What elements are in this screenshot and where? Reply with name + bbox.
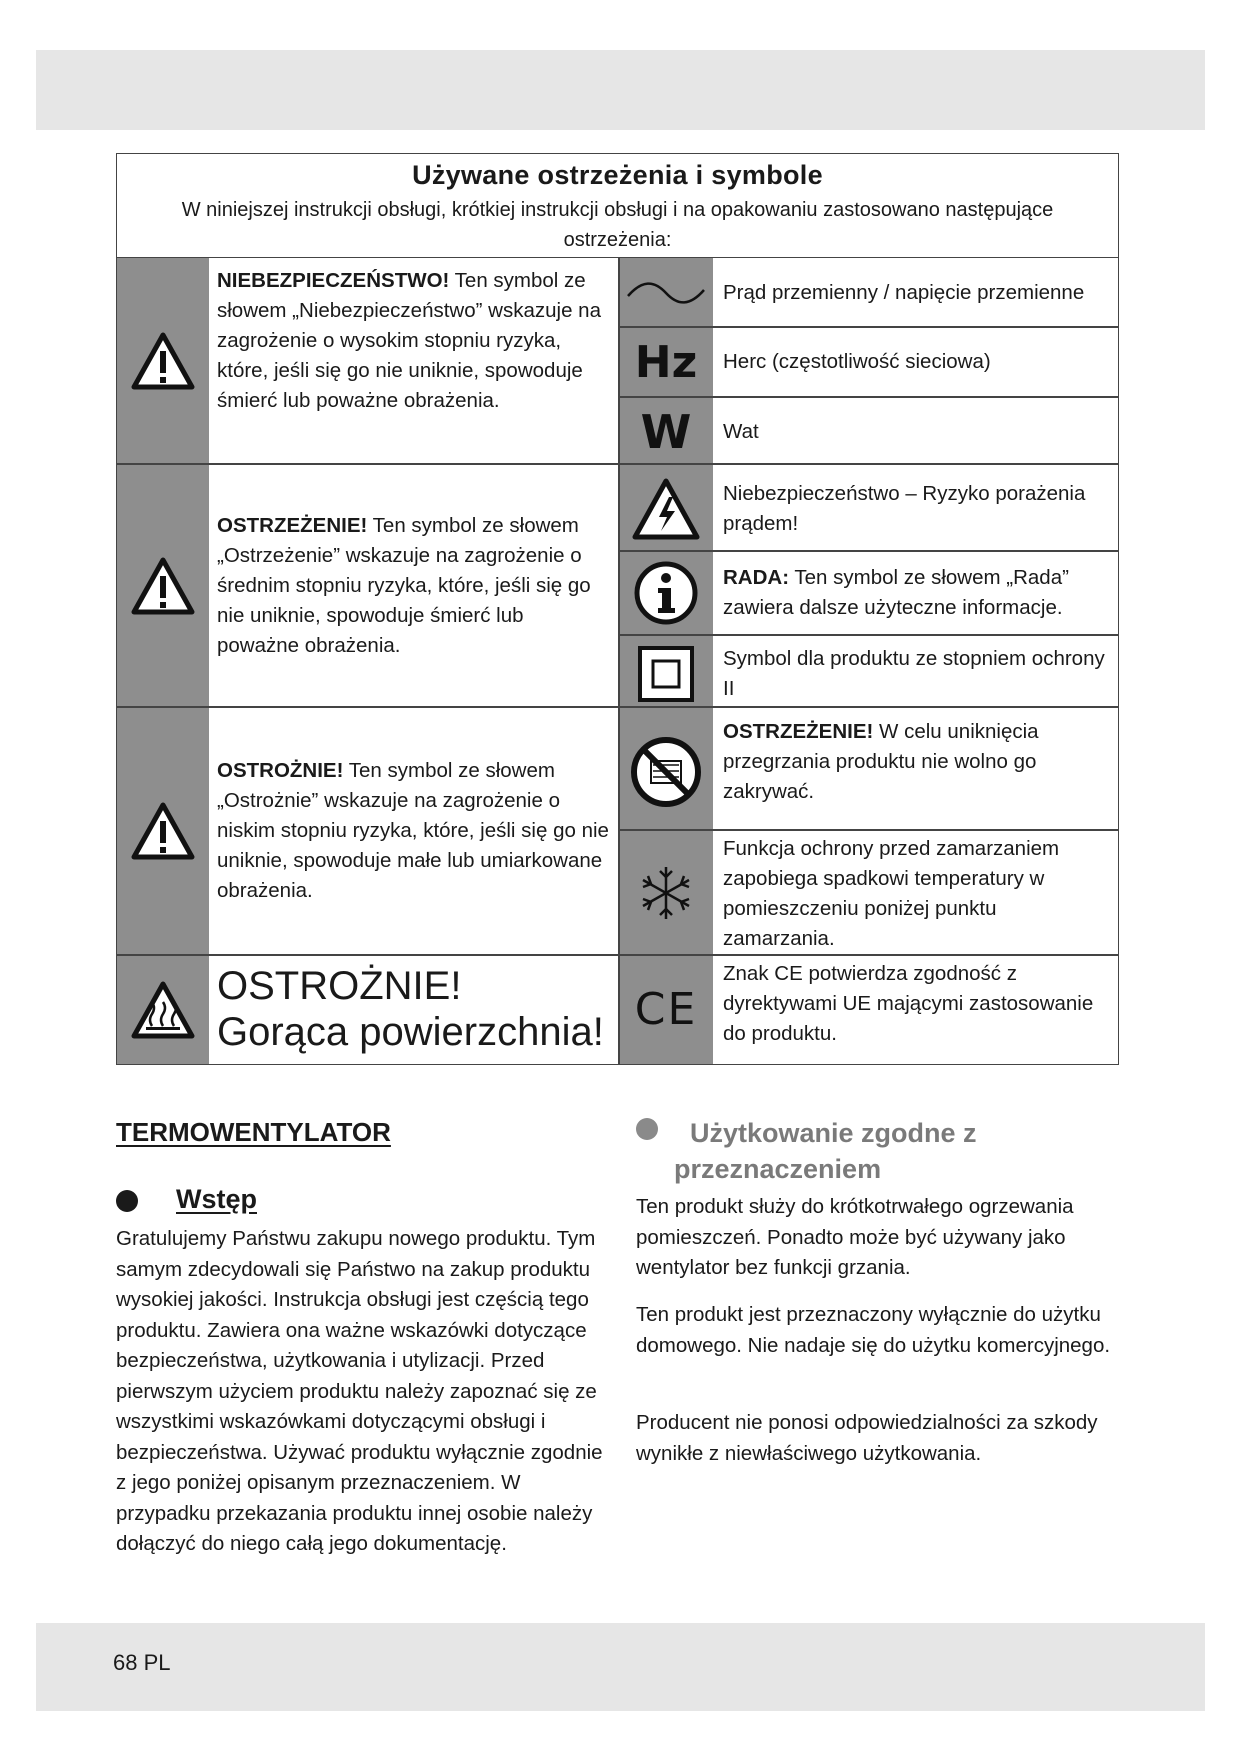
symbols-table-header xyxy=(117,154,1118,258)
footer-band xyxy=(36,1623,1205,1711)
alternating-current-icon xyxy=(619,258,713,327)
symbols-table-title: Używane ostrzeżenia i symbole xyxy=(412,160,823,190)
symbols-table-intro: W niniejszej instrukcji obsługi, krótkiej instrukcji obsługi i na opakowaniu zastosowano następujące ostrzeżenia: xyxy=(181,199,1054,251)
ce-description: Znak CE potwierdza zgodność z dyrektywami UE mającymi zastosowanie do produktu. xyxy=(723,962,1094,1045)
page-number: 68 PL xyxy=(113,1650,171,1675)
warning-triangle-icon xyxy=(117,707,209,955)
row-divider xyxy=(117,954,1118,956)
symbols-table xyxy=(116,153,1119,1065)
frost-protection-description: Funkcja ochrony przed zamarzaniem zapobiega spadkowi temperatury w pomieszczeniu poniżej punktu zamarzania. xyxy=(723,837,1060,950)
row-divider xyxy=(619,550,1119,552)
bullet-icon xyxy=(636,1118,658,1140)
ac-description: Prąd przemienny / napięcie przemienne xyxy=(723,280,1085,304)
usage-paragraph: Ten produkt jest przeznaczony wyłącznie do użytku domowego. Nie nadaje się do użytku komercyjnego. xyxy=(636,1303,1111,1357)
column-divider xyxy=(618,258,620,1064)
warning-description: OSTRZEŻENIE! Ten symbol ze słowem „Ostrzeżenie” wskazuje na zagrożenie o średnim stopniu ryzyka, które, jeśli się go nie uniknie, spowoduje śmierć lub poważne obrażenia. xyxy=(217,513,591,657)
product-title: TERMOWENTYLATOR xyxy=(116,1117,391,1147)
hot-surface-icon xyxy=(117,955,209,1064)
row-divider xyxy=(619,829,1119,831)
row-divider xyxy=(117,463,619,465)
row-divider xyxy=(619,634,1119,636)
danger-description: NIEBEZPIECZEŃSTWO! Ten symbol ze słowem „Niebezpieczeństwo” wskazuje na zagrożenie o wysokim stopniu ryzyka, które, jeśli się go nie uniknie, spowoduje śmierć lub poważne obrażenia. xyxy=(217,269,601,412)
hertz-description: Herc (częstotliwość sieciowa) xyxy=(723,350,991,373)
hot-surface-caution: OSTROŻNIE! Gorąca powierzchnia! xyxy=(217,964,604,1054)
intro-heading: Wstęp xyxy=(116,1184,257,1215)
row-divider xyxy=(619,326,1119,328)
usage-heading: Użytkowanie zgodne z przeznaczeniem xyxy=(636,1115,1116,1187)
warning-triangle-icon xyxy=(117,258,209,464)
usage-paragraph: Ten produkt służy do krótkotrwałego ogrzewania pomieszczeń. Ponadto może być używany jako wentylator bez funkcji grzania. xyxy=(636,1195,1074,1279)
bullet-icon xyxy=(116,1190,138,1212)
tip-description: RADA: Ten symbol ze słowem „Rada” zawiera dalsze użyteczne informacje. xyxy=(723,566,1069,619)
caution-description: OSTROŻNIE! Ten symbol ze słowem „Ostrożnie” wskazuje na zagrożenie o niskim stopniu ryzyka, które, jeśli się go nie uniknie, spowoduje małe lub umiarkowane obrażenia. xyxy=(217,759,609,902)
do-not-cover-description: OSTRZEŻENIE! W celu uniknięcia przegrzania produktu nie wolno go zakrywać. xyxy=(723,720,1039,803)
row-divider xyxy=(619,706,1119,708)
info-icon xyxy=(619,551,713,635)
row-divider xyxy=(117,706,619,708)
warning-triangle-icon xyxy=(117,464,209,707)
hertz-icon: Hz xyxy=(619,327,713,397)
snowflake-icon xyxy=(619,830,713,955)
watt-description: Wat xyxy=(723,420,759,443)
intro-paragraph: Gratulujemy Państwu zakupu nowego produktu. Tym samym zdecydowali się Państwo na zakup produktu wysokiej jakości. Instrukcja obsługi jest częścią tego produktu. Zawiera ona ważne wskazówki dotyczące bezpieczeństwa, użytkowania i utylizacji. Przed pierwszym użyciem produktu należy zapoznać się ze wszystkimi wskazówkami dotyczącymi obsługi i bezpieczeństwa. Używać produktu wyłącznie zgodnie z jego poniżej opisanym przeznaczeniem. W przypadku przekazania produktu innej osobie należy dołączyć do niego całą jego dokumentację. xyxy=(116,1227,603,1555)
header-band xyxy=(36,50,1205,130)
row-divider xyxy=(619,463,1119,465)
shock-description: Niebezpieczeństwo – Ryzyko porażenia prądem! xyxy=(723,482,1086,535)
electric-shock-icon xyxy=(619,467,713,551)
row-divider xyxy=(619,396,1119,398)
ce-mark-icon: CE xyxy=(619,955,713,1064)
class-ii-description: Symbol dla produktu ze stopniem ochrony II xyxy=(723,647,1105,700)
watt-icon: W xyxy=(619,397,713,467)
protection-class-ii-icon xyxy=(619,635,713,713)
usage-paragraph: Producent nie ponosi odpowiedzialności za szkody wynikłe z niewłaściwego użytkowania. xyxy=(636,1411,1098,1465)
do-not-cover-icon xyxy=(619,713,713,830)
